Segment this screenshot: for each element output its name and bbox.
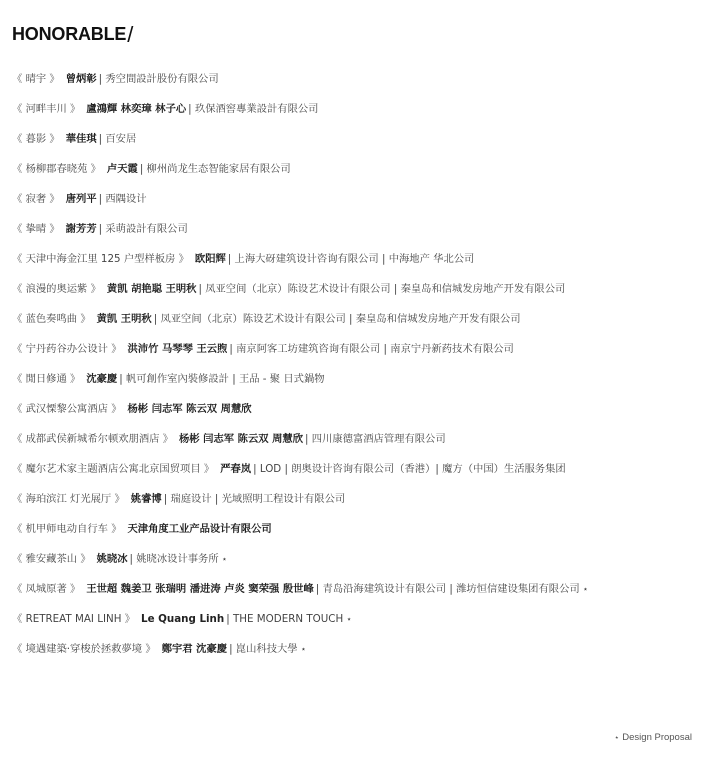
- list-item: [12, 130, 588, 160]
- company-names: | 采萌設計有限公司: [98, 223, 188, 235]
- list-item: [12, 400, 588, 430]
- project-title: 《 寂奢 》: [12, 193, 60, 205]
- project-title: 《 武汉慄黎公寓酒店 》: [12, 403, 122, 415]
- honorable-heading: [12, 21, 134, 47]
- design-proposal-star-icon: ⋆: [582, 585, 589, 595]
- list-item: [12, 100, 588, 130]
- list-item: [12, 190, 588, 220]
- company-names: | 上海大砑建筑设计咨询有限公司 | 中海地产 华北公司: [227, 253, 475, 265]
- design-proposal-footnote: [614, 732, 692, 743]
- designer-names: 黄凯 王明秋: [96, 313, 152, 325]
- project-title: 《 閒日修通 》: [12, 373, 81, 385]
- company-names: | 玖保酒窖專業設計有限公司: [188, 103, 319, 115]
- designer-names: 杨彬 闫志军 陈云双 周慧欣: [179, 433, 304, 445]
- list-item: [12, 640, 588, 670]
- design-proposal-star-icon: ⋆: [346, 615, 352, 625]
- design-proposal-star-icon: ⋆: [221, 555, 228, 565]
- designer-names: 卢天霞: [106, 163, 138, 175]
- designer-names: 姚睿博: [130, 493, 162, 505]
- project-title: 《 海珀滨江 灯光展厅 》: [12, 493, 125, 505]
- list-item: [12, 550, 588, 580]
- footnote-text: Design Proposal: [622, 732, 692, 743]
- designer-names: 鄭宇君 沈豪慶: [161, 643, 228, 655]
- list-item: [12, 280, 588, 310]
- list-item: [12, 220, 588, 250]
- star-icon: ⋆: [614, 733, 620, 742]
- project-title: 《 凤城原著 》: [12, 583, 81, 595]
- list-item: [12, 460, 588, 490]
- heading-slash: /: [127, 21, 134, 47]
- project-title: 《 宁丹药谷办公设计 》: [12, 343, 122, 355]
- designer-names: 唐列平: [65, 193, 97, 205]
- company-names: | 凤亚空间（北京）陈设艺术设计有限公司 | 秦皇岛和信城发房地产开发有限公司: [153, 313, 521, 325]
- designer-names: 姚晓冰: [96, 553, 128, 565]
- company-names: | 青岛沿海建筑设计有限公司 | 潍坊恒信建设集团有限公司: [315, 583, 580, 595]
- project-title: 《 天津中海金江里 125 户型样板房 》: [12, 253, 189, 265]
- designer-names: 黄凯 胡艳聪 王明秋: [106, 283, 197, 295]
- company-names: | 四川康德富酒店管理有限公司: [305, 433, 446, 445]
- honorable-list: [12, 70, 588, 670]
- company-names: | 西隅设计: [98, 193, 147, 205]
- designer-names: 謝芳芳: [65, 223, 97, 235]
- company-names: | 崑山科技大學: [229, 643, 298, 655]
- list-item: [12, 250, 588, 280]
- company-names: | 凤亚空间（北京）陈设艺术设计有限公司 | 秦皇岛和信城发房地产开发有限公司: [198, 283, 566, 295]
- designer-names: 天津角度工业产品设计有限公司: [127, 523, 272, 535]
- list-item: [12, 610, 588, 640]
- designer-names: 洪沛竹 马琴琴 王云煦: [127, 343, 228, 355]
- project-title: 《 暮影 》: [12, 133, 60, 145]
- designer-names: 曾炳彰: [65, 73, 97, 85]
- list-item: [12, 340, 588, 370]
- project-title: 《 晴宇 》: [12, 73, 60, 85]
- list-item: [12, 520, 588, 550]
- list-item: [12, 370, 588, 400]
- list-item: [12, 490, 588, 520]
- list-item: [12, 580, 588, 610]
- project-title: 《 魔尔艺术家主题酒店公寓北京国贸项目 》: [12, 463, 215, 475]
- designer-names: 盧鴻輝 林奕璋 林子心: [86, 103, 187, 115]
- designer-names: 華佳琪: [65, 133, 97, 145]
- company-names: | 柳州尚龙生态智能家居有限公司: [139, 163, 291, 175]
- project-title: 《 挚晴 》: [12, 223, 60, 235]
- project-title: 《 杨柳郡春晓苑 》: [12, 163, 101, 175]
- designer-names: 欧阳辉: [194, 253, 226, 265]
- project-title: 《 河畔丰川 》: [12, 103, 81, 115]
- project-title: 《 蓝色奏鸣曲 》: [12, 313, 91, 325]
- designer-names: 王世超 魏姜卫 张瑞明 潘进涛 卢炎 窦荣强 殷世峰: [86, 583, 314, 595]
- company-names: | 秀空間設計股份有限公司: [98, 73, 219, 85]
- company-names: | 帆可創作室內裝修設計 | 王品 - 聚 日式鍋物: [119, 373, 325, 385]
- designer-names: 沈豪慶: [86, 373, 118, 385]
- design-proposal-star-icon: ⋆: [300, 645, 307, 655]
- company-names: | 百安居: [98, 133, 137, 145]
- project-title: 《 成都武侯新城希尔顿欢朋酒店 》: [12, 433, 173, 445]
- designer-names: 严春岚: [220, 463, 252, 475]
- company-names: | 瑞庭设计 | 光域照明工程设计有限公司: [163, 493, 346, 505]
- company-names: | 姚晓冰设计事务所: [129, 553, 219, 565]
- list-item: [12, 70, 588, 100]
- list-item: [12, 160, 588, 190]
- company-names: | THE MODERN TOUCH: [226, 613, 344, 625]
- list-item: [12, 310, 588, 340]
- project-title: 《 RETREAT MAI LINH 》: [12, 613, 136, 625]
- project-title: 《 浪漫的奥运紫 》: [12, 283, 101, 295]
- list-item: [12, 430, 588, 460]
- heading-text: HONORABLE: [12, 24, 127, 44]
- company-names: | 南京阿客工坊建筑咨询有限公司 | 南京宁丹新药技术有限公司: [229, 343, 514, 355]
- project-title: 《 境遇建築·穿梭於拯救夢境 》: [12, 643, 156, 655]
- project-title: 《 机甲师电动自行车 》: [12, 523, 122, 535]
- designer-names: 杨彬 闫志军 陈云双 周慧欣: [127, 403, 252, 415]
- designer-names: Le Quang Linh: [141, 613, 225, 625]
- company-names: | LOD | 朗奥设计咨询有限公司（香港）| 魔方（中国）生活服务集团: [253, 463, 566, 475]
- project-title: 《 雅安藏茶山 》: [12, 553, 91, 565]
